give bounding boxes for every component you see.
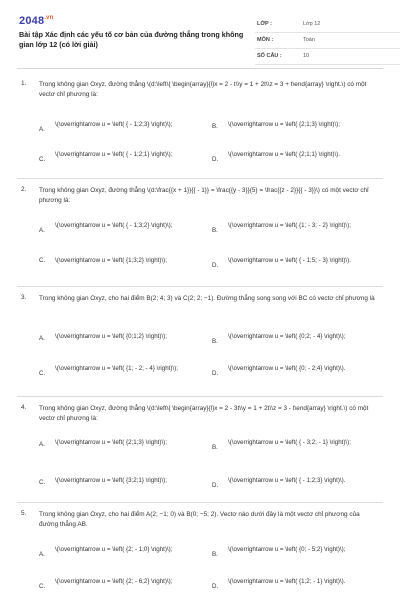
option-letter: A. <box>39 551 45 558</box>
question-text: Trong không gian Oxyz, đường thẳng \(d:\left\{ \begin{array}{l}x = 2 - t\\y = 1 + 2t\\z = 3 + t\end{array} \right.\) có một vectơ chỉ phương là: <box>39 81 367 98</box>
header-divider <box>17 68 383 69</box>
logo-text: 2048 <box>19 15 45 27</box>
option-text: \(\overrightarrow u = \left( { - 1;2;3} \right)\); <box>55 121 173 128</box>
option-text: \(\overrightarrow u = \left( {1;3;2} \right)\); <box>55 257 167 264</box>
option-text: \(\overrightarrow u = \left( { - 3;2; - 1} \right)\); <box>228 439 351 446</box>
option-letter: D. <box>212 262 219 269</box>
meta-key: SỐ CÂU : <box>257 53 282 59</box>
meta-row-subject <box>255 33 400 49</box>
site-logo[interactable] <box>19 15 54 27</box>
page-title: Bài tập Xác định các yếu tố cơ bản của đường thẳng trong không gian lớp 12 (có lời giải) <box>19 30 244 49</box>
option-text: \(\overrightarrow u = \left( {2; - 1;0} \right)\); <box>55 546 173 553</box>
option-text: \(\overrightarrow u = \left( {1; - 3; - 2} \right)\); <box>228 222 351 229</box>
option-text: \(\overrightarrow u = \left( {0;1;2} \right)\); <box>55 333 167 340</box>
option-letter: C. <box>39 156 46 163</box>
option-letter: D. <box>212 156 219 163</box>
meta-row-count <box>255 49 400 65</box>
option-text: \(\overrightarrow u = \left( {1; - 2; - 4} \right)\); <box>55 365 178 372</box>
option-letter: B. <box>212 123 218 130</box>
meta-value: 10 <box>303 53 310 59</box>
option-text: \(\overrightarrow u = \left( {0;2; - 4} \right)\); <box>228 333 346 340</box>
question-number: 5. <box>21 510 27 517</box>
option-letter: D. <box>212 482 219 489</box>
option-letter: C. <box>39 583 46 590</box>
option-letter: A. <box>39 335 45 342</box>
meta-key: LỚP : <box>257 21 272 27</box>
option-letter: B. <box>212 551 218 558</box>
option-letter: A. <box>39 441 45 448</box>
option-text: \(\overrightarrow u = \left( {3;2;1} \right)\); <box>55 477 167 484</box>
option-text: \(\overrightarrow u = \left( { - 1;2;3} \right)\). <box>228 477 346 484</box>
question-number: 2. <box>21 186 27 193</box>
question-divider <box>17 178 383 179</box>
option-text: \(\overrightarrow u = \left( {1;2; - 1} \right)\). <box>228 578 346 585</box>
option-text: \(\overrightarrow u = \left( {0; - 5;2} \right)\); <box>228 546 346 553</box>
question-text: Trong không gian Oxyz, cho hai điểm A(2; −1; 0) và B(0; −5; 2). Vectơ nào dưới đây là một vectơ chỉ phương của đường thẳng AB. <box>39 511 360 528</box>
logo-suffix: .vn <box>44 15 54 21</box>
option-text: \(\overrightarrow u = \left( { - 1;3;2} \right)\); <box>55 222 173 229</box>
option-letter: B. <box>212 338 218 345</box>
option-letter: A. <box>39 126 45 133</box>
question-number: 4. <box>21 404 27 411</box>
question-text: Trong không gian Oxyz, cho hai điểm B(2; 4; 3) và C(2; 2; −1). Đường thẳng song song với BC có vectơ chỉ phương là <box>39 295 375 302</box>
option-text: \(\overrightarrow u = \left( {2; - 6;2} \right)\); <box>55 578 173 585</box>
question-text: Trong không gian Oxyz, đường thẳng \(d:\left\{ \begin{array}{l}x = 2 - 3t\\y = 1 + 2t\\z = 3 - t\end{array} \right.\) có một vectơ chỉ phương là: <box>39 405 369 422</box>
question-number: 1. <box>21 80 27 87</box>
meta-table <box>255 17 400 65</box>
document-header <box>17 15 383 63</box>
option-text: \(\overrightarrow u = \left( {0; - 2;4} \right)\). <box>228 365 346 372</box>
option-text: \(\overrightarrow u = \left( {2;1;1} \right)\). <box>228 151 340 158</box>
question-divider <box>17 502 383 503</box>
option-text: \(\overrightarrow u = \left( {2;1;3} \right)\); <box>228 121 340 128</box>
meta-value: Toán <box>303 37 315 43</box>
option-letter: A. <box>39 227 45 234</box>
option-letter: C. <box>39 479 46 486</box>
question-text: Trong không gian Oxyz, đường thẳng \(d:\frac{{x + 1}}{{ - 1}} = \frac{{y - 3}}{5} = \frac{{z - 2}}{{ - 3}}\) có một vectơ chỉ phương là: <box>39 187 369 204</box>
option-letter: B. <box>212 444 218 451</box>
question-divider <box>17 286 383 287</box>
meta-value: Lớp 12 <box>303 21 321 27</box>
option-text: \(\overrightarrow u = \left( {2;1;3} \right)\); <box>55 439 167 446</box>
option-letter: C. <box>39 257 46 264</box>
option-text: \(\overrightarrow u = \left( { - 1;2;1} \right)\); <box>55 151 173 158</box>
option-letter: D. <box>212 370 219 377</box>
meta-key: MÔN : <box>257 37 274 43</box>
option-letter: C. <box>39 370 46 377</box>
option-letter: B. <box>212 227 218 234</box>
question-divider <box>17 396 383 397</box>
option-text: \(\overrightarrow u = \left( { - 1;5; - 3} \right)\). <box>228 257 351 264</box>
option-letter: D. <box>212 583 219 590</box>
question-number: 3. <box>21 294 27 301</box>
meta-row-class <box>255 17 400 33</box>
